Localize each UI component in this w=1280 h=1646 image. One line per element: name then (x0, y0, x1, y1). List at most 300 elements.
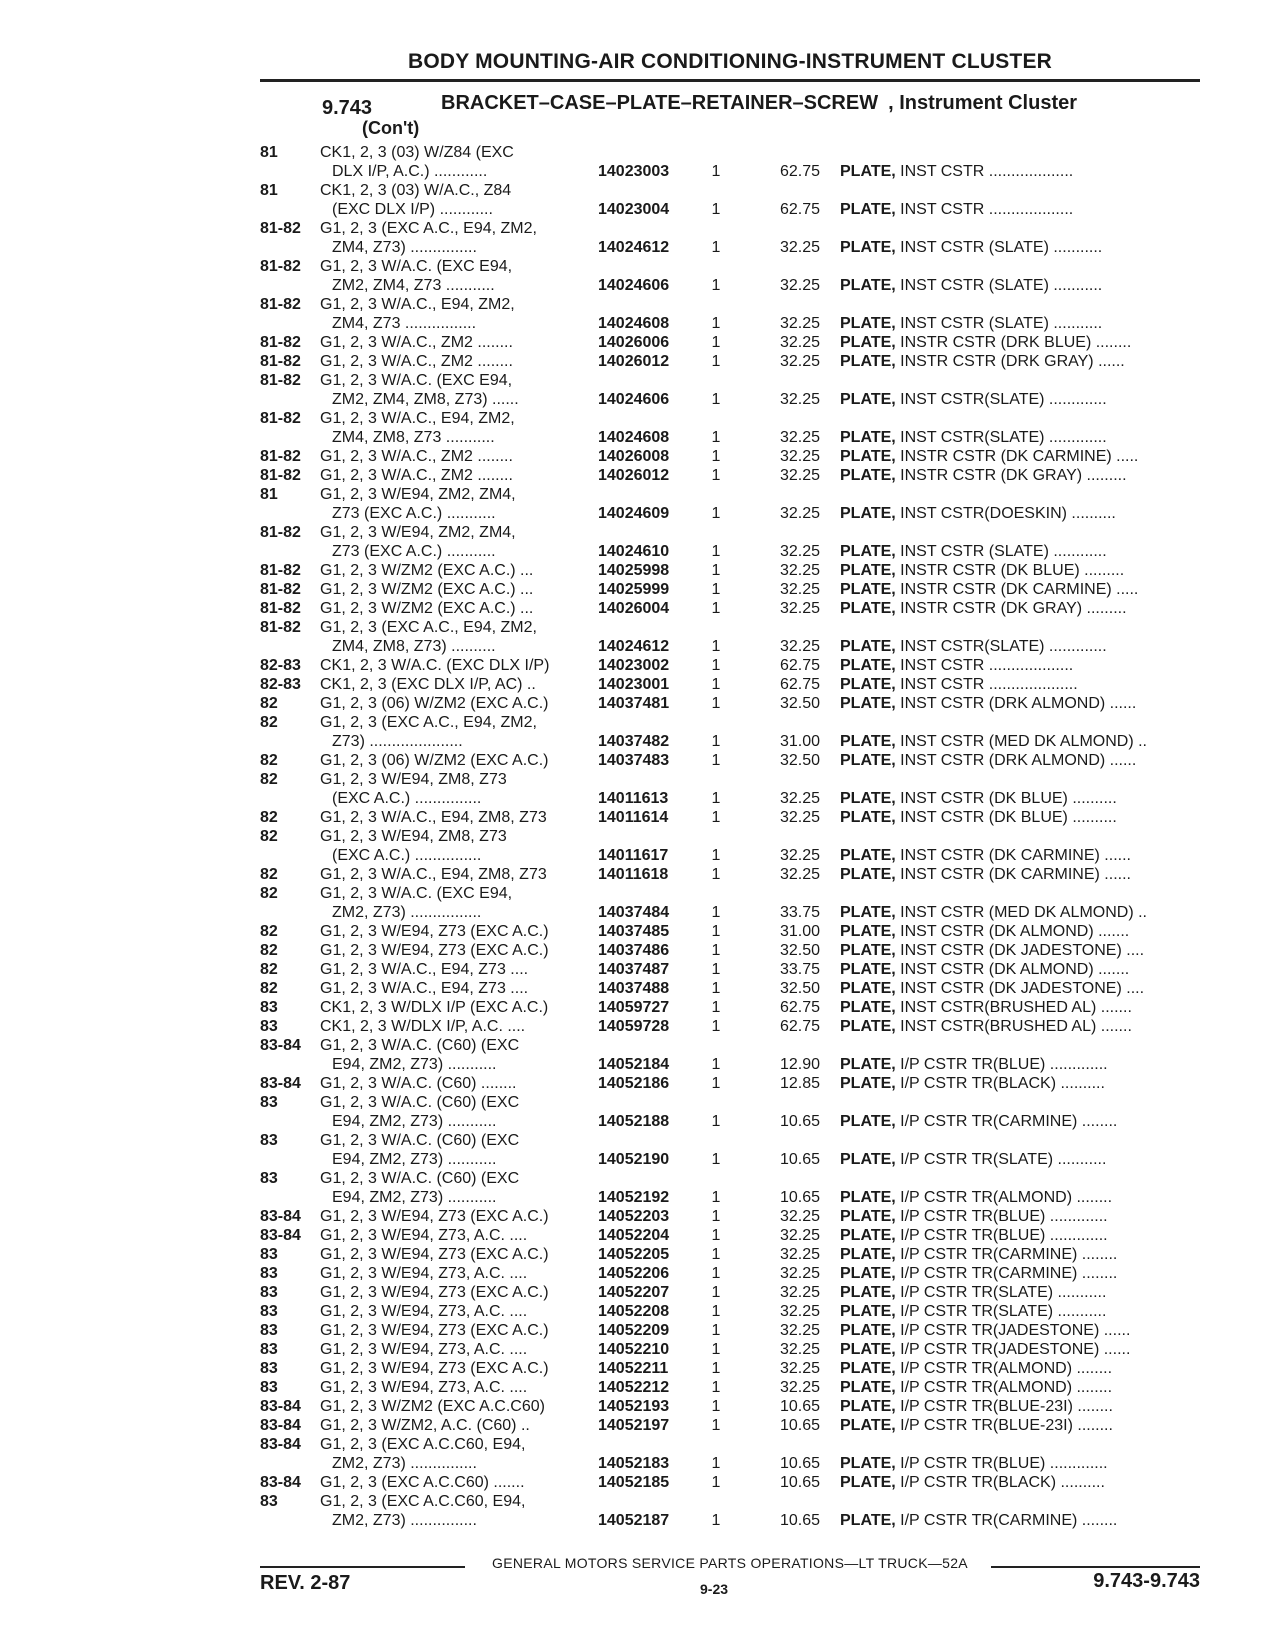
year-cell: 82 (260, 980, 278, 997)
price-cell: 33.75 (779, 961, 820, 978)
description-cont-cell: ZM4, Z73 ................ (332, 315, 477, 332)
table-row (0, 181, 1280, 219)
table-row (0, 675, 1280, 694)
price-cell: 32.25 (779, 1284, 820, 1301)
quantity-cell: 1 (711, 809, 721, 826)
table-row (0, 713, 1280, 751)
part-number-cell: 14011618 (598, 866, 669, 883)
part-name-bold: PLATE, (840, 1075, 896, 1092)
description-cell: CK1, 2, 3 W/A.C. (EXC DLX I/P) (320, 657, 550, 674)
part-number-cell: 14011617 (598, 847, 669, 864)
part-name-cell (840, 1150, 1106, 1169)
footer-rule-left (260, 1566, 465, 1568)
quantity-cell: 1 (711, 980, 721, 997)
part-name-rest: I/P CSTR TR(JADESTONE) ...... (895, 1322, 1131, 1339)
part-name-cell (840, 447, 1138, 466)
price-cell: 32.25 (779, 277, 820, 294)
table-row (0, 143, 1280, 181)
part-name-rest: INSTR CSTR (DK CARMINE) ..... (895, 448, 1139, 465)
revision-label: REV. 2-87 (260, 1572, 351, 1594)
price-cell: 32.25 (779, 391, 820, 408)
quantity-cell: 1 (711, 239, 721, 256)
description-cell: G1, 2, 3 W/E94, Z73, A.C. .... (320, 1379, 528, 1396)
quantity-cell: 1 (711, 1341, 721, 1358)
part-name-bold: PLATE, (840, 429, 896, 446)
part-number-cell: 14023003 (598, 163, 670, 180)
year-cell: 82 (260, 923, 278, 940)
table-row (0, 599, 1280, 618)
year-cell: 81-82 (260, 334, 301, 351)
part-name-cell (840, 428, 1107, 447)
part-name-cell (840, 865, 1131, 884)
part-name-bold: PLATE, (840, 315, 896, 332)
part-number-cell: 14025998 (598, 562, 670, 579)
part-name-bold: PLATE, (840, 600, 896, 617)
description-cell: G1, 2, 3 W/A.C., E94, Z73 .... (320, 961, 529, 978)
year-cell: 81-82 (260, 581, 301, 598)
table-row (0, 808, 1280, 827)
parts-table (0, 143, 1280, 1530)
table-row (0, 922, 1280, 941)
part-name-rest: INST CSTR (DK CARMINE) ...... (895, 847, 1131, 864)
year-cell: 81-82 (260, 619, 301, 636)
part-name-rest: INST CSTR(SLATE) ............. (895, 429, 1107, 446)
description-cell: G1, 2, 3 W/ZM2 (EXC A.C.) ... (320, 600, 534, 617)
description-cell: G1, 2, 3 W/A.C. (C60) ........ (320, 1075, 517, 1092)
quantity-cell: 1 (711, 353, 721, 370)
price-cell: 32.25 (779, 581, 820, 598)
part-number-cell: 14024606 (598, 391, 670, 408)
quantity-cell: 1 (711, 1474, 721, 1491)
part-name-rest: INSTR CSTR (DK CARMINE) ..... (895, 581, 1139, 598)
part-name-bold: PLATE, (840, 638, 896, 655)
table-row (0, 561, 1280, 580)
part-number-cell: 14052204 (598, 1227, 670, 1244)
table-row (0, 960, 1280, 979)
description-cell: G1, 2, 3 (EXC A.C., E94, ZM2, (320, 220, 537, 237)
part-name-bold: PLATE, (840, 1113, 896, 1130)
price-cell: 32.50 (779, 752, 820, 769)
description-cell: G1, 2, 3 W/A.C., E94, ZM8, Z73 (320, 809, 547, 826)
part-number-cell: 14026008 (598, 448, 670, 465)
part-name-bold: PLATE, (840, 562, 896, 579)
part-number-cell: 14037486 (598, 942, 670, 959)
year-cell: 82 (260, 752, 278, 769)
part-name-bold: PLATE, (840, 1227, 896, 1244)
part-name-rest: I/P CSTR TR(CARMINE) ........ (895, 1265, 1118, 1282)
part-name-cell (840, 1511, 1117, 1530)
part-name-bold: PLATE, (840, 980, 896, 997)
description-cell: G1, 2, 3 (EXC A.C., E94, ZM2, (320, 714, 537, 731)
part-name-cell (840, 808, 1117, 827)
year-cell: 81-82 (260, 467, 301, 484)
quantity-cell: 1 (711, 752, 721, 769)
description-cont-cell: Z73) ..................... (332, 733, 463, 750)
part-name-bold: PLATE, (840, 1265, 896, 1282)
part-name-bold: PLATE, (840, 391, 896, 408)
price-cell: 10.65 (779, 1398, 820, 1415)
part-name-bold: PLATE, (840, 1303, 896, 1320)
description-cont-cell: ZM4, Z73) ............... (332, 239, 477, 256)
part-number-cell: 14026006 (598, 334, 670, 351)
part-name-cell (840, 1207, 1108, 1226)
description-cont-cell: ZM2, ZM4, Z73 ........... (332, 277, 495, 294)
description-cell: CK1, 2, 3 (EXC DLX I/P, AC) .. (320, 676, 536, 693)
part-name-bold: PLATE, (840, 1455, 896, 1472)
description-cell: G1, 2, 3 W/ZM2 (EXC A.C.C60) (320, 1398, 545, 1415)
part-name-rest: I/P CSTR TR(ALMOND) ........ (895, 1379, 1113, 1396)
price-cell: 32.25 (779, 809, 820, 826)
table-row (0, 523, 1280, 561)
price-cell: 32.25 (779, 847, 820, 864)
description-cont-cell: ZM2, Z73) ................ (332, 904, 482, 921)
table-row (0, 1207, 1280, 1226)
price-cell: 62.75 (779, 676, 820, 693)
quantity-cell: 1 (711, 1379, 721, 1396)
part-name-rest: INSTR CSTR (DK GRAY) ......... (895, 467, 1127, 484)
price-cell: 32.25 (779, 866, 820, 883)
part-name-rest: I/P CSTR TR(BLACK) .......... (895, 1075, 1105, 1092)
part-name-rest: INSTR CSTR (DRK BLUE) ........ (895, 334, 1132, 351)
part-name-bold: PLATE, (840, 1322, 896, 1339)
quantity-cell: 1 (711, 695, 721, 712)
price-cell: 32.25 (779, 543, 820, 560)
table-row (0, 371, 1280, 409)
quantity-cell: 1 (711, 1227, 721, 1244)
description-cell: G1, 2, 3 W/A.C., ZM2 ........ (320, 353, 513, 370)
year-cell: 82 (260, 828, 278, 845)
part-name-bold: PLATE, (840, 676, 896, 693)
part-name-rest: INST CSTR(SLATE) ............. (895, 638, 1107, 655)
part-name-rest: INST CSTR(BRUSHED AL) ....... (895, 1018, 1132, 1035)
part-number-cell: 14052209 (598, 1322, 670, 1339)
price-cell: 10.65 (779, 1113, 820, 1130)
description-cont-cell: ZM2, ZM4, ZM8, Z73) ...... (332, 391, 519, 408)
part-name-rest: I/P CSTR TR(BLUE) ............. (895, 1056, 1108, 1073)
year-cell: 81-82 (260, 353, 301, 370)
part-number-cell: 14011614 (598, 809, 669, 826)
part-name-cell (840, 504, 1116, 523)
part-name-bold: PLATE, (840, 1417, 896, 1434)
table-row (0, 295, 1280, 333)
price-cell: 32.25 (779, 1360, 820, 1377)
part-name-bold: PLATE, (840, 1246, 896, 1263)
description-cont-cell: E94, ZM2, Z73) ........... (332, 1056, 497, 1073)
price-cell: 32.25 (779, 429, 820, 446)
year-cell: 83 (260, 1379, 278, 1396)
part-name-rest: INST CSTR (SLATE) ........... (895, 315, 1103, 332)
part-name-rest: INST CSTR (SLATE) ............ (895, 543, 1107, 560)
part-number-cell: 14023004 (598, 201, 670, 218)
part-name-bold: PLATE, (840, 1056, 896, 1073)
quantity-cell: 1 (711, 999, 721, 1016)
part-number-cell: 14023001 (598, 676, 670, 693)
quantity-cell: 1 (711, 448, 721, 465)
quantity-cell: 1 (711, 733, 721, 750)
year-cell: 83 (260, 1170, 278, 1187)
year-cell: 83 (260, 1493, 278, 1510)
table-row (0, 1321, 1280, 1340)
description-cell: G1, 2, 3 W/E94, ZM2, ZM4, (320, 486, 516, 503)
year-cell: 83 (260, 1303, 278, 1320)
part-name-rest: INST CSTR(SLATE) ............. (895, 391, 1107, 408)
table-row (0, 447, 1280, 466)
description-cell: G1, 2, 3 W/E94, Z73 (EXC A.C.) (320, 923, 549, 940)
table-row (0, 1074, 1280, 1093)
part-name-bold: PLATE, (840, 657, 896, 674)
part-name-cell (840, 1340, 1130, 1359)
section-caption: , Instrument Cluster (888, 92, 1078, 114)
description-cell: CK1, 2, 3 (03) W/A.C., Z84 (320, 182, 512, 199)
part-name-cell (840, 390, 1107, 409)
part-name-bold: PLATE, (840, 1360, 896, 1377)
quantity-cell: 1 (711, 1018, 721, 1035)
part-name-rest: I/P CSTR TR(ALMOND) ........ (895, 1189, 1113, 1206)
year-cell: 82 (260, 866, 278, 883)
description-cell: G1, 2, 3 W/A.C., E94, Z73 .... (320, 980, 529, 997)
description-cont-cell: ZM4, ZM8, Z73) .......... (332, 638, 496, 655)
table-row (0, 1435, 1280, 1473)
year-cell: 83 (260, 1265, 278, 1282)
table-row (0, 1302, 1280, 1321)
quantity-cell: 1 (711, 562, 721, 579)
quantity-cell: 1 (711, 1246, 721, 1263)
part-name-bold: PLATE, (840, 866, 896, 883)
year-cell: 82 (260, 714, 278, 731)
table-row (0, 466, 1280, 485)
price-cell: 32.25 (779, 790, 820, 807)
part-number-cell: 14052186 (598, 1075, 670, 1092)
description-cell: G1, 2, 3 W/E94, Z73 (EXC A.C.) (320, 942, 549, 959)
part-number-cell: 14024610 (598, 543, 670, 560)
part-number-cell: 14037482 (598, 733, 670, 750)
quantity-cell: 1 (711, 1512, 721, 1529)
part-number-cell: 14024608 (598, 429, 670, 446)
part-number-cell: 14052187 (598, 1512, 670, 1529)
part-name-bold: PLATE, (840, 201, 896, 218)
part-name-rest: I/P CSTR TR(CARMINE) ........ (895, 1246, 1118, 1263)
part-name-bold: PLATE, (840, 505, 896, 522)
description-cell: G1, 2, 3 W/E94, Z73 (EXC A.C.) (320, 1360, 549, 1377)
description-cell: G1, 2, 3 W/A.C., ZM2 ........ (320, 467, 513, 484)
year-cell: 81 (260, 144, 278, 161)
part-name-rest: I/P CSTR TR(JADESTONE) ...... (895, 1341, 1131, 1358)
part-name-cell (840, 979, 1144, 998)
quantity-cell: 1 (711, 847, 721, 864)
description-cont-cell: (EXC A.C.) ............... (332, 847, 482, 864)
quantity-cell: 1 (711, 1455, 721, 1472)
section-continued: (Con't) (362, 118, 420, 138)
description-cont-cell: E94, ZM2, Z73) ........... (332, 1151, 497, 1168)
description-cell: G1, 2, 3 W/A.C., ZM2 ........ (320, 448, 513, 465)
table-row (0, 1283, 1280, 1302)
table-row (0, 580, 1280, 599)
description-cell: G1, 2, 3 W/A.C. (C60) (EXC (320, 1094, 520, 1111)
year-cell: 83-84 (260, 1037, 301, 1054)
part-number-cell: 14026012 (598, 353, 670, 370)
price-cell: 62.75 (779, 201, 820, 218)
description-cont-cell: E94, ZM2, Z73) ........... (332, 1189, 497, 1206)
description-cell: G1, 2, 3 W/E94, Z73, A.C. .... (320, 1227, 528, 1244)
part-name-cell (840, 960, 1129, 979)
price-cell: 10.65 (779, 1417, 820, 1434)
price-cell: 10.65 (779, 1189, 820, 1206)
description-cell: G1, 2, 3 W/ZM2, A.C. (C60) .. (320, 1417, 530, 1434)
table-row (0, 865, 1280, 884)
quantity-cell: 1 (711, 1151, 721, 1168)
part-name-bold: PLATE, (840, 1379, 896, 1396)
table-row (0, 1492, 1280, 1530)
description-cell: G1, 2, 3 (EXC A.C.C60, E94, (320, 1436, 526, 1453)
part-name-rest: INST CSTR (DRK ALMOND) ...... (895, 695, 1137, 712)
part-name-bold: PLATE, (840, 904, 896, 921)
description-cont-cell: (EXC DLX I/P) ............ (332, 201, 493, 218)
table-row (0, 1264, 1280, 1283)
part-name-bold: PLATE, (840, 277, 896, 294)
part-name-cell (840, 922, 1129, 941)
quantity-cell: 1 (711, 334, 721, 351)
part-name-bold: PLATE, (840, 999, 896, 1016)
year-cell: 81-82 (260, 410, 301, 427)
description-cell: CK1, 2, 3 (03) W/Z84 (EXC (320, 144, 514, 161)
part-name-bold: PLATE, (840, 809, 896, 826)
part-name-rest: INST CSTR (MED DK ALMOND) .. (895, 904, 1147, 921)
year-cell: 82 (260, 695, 278, 712)
description-cell: G1, 2, 3 W/A.C., ZM2 ........ (320, 334, 513, 351)
description-cell: G1, 2, 3 W/E94, Z73 (EXC A.C.) (320, 1322, 549, 1339)
description-cell: G1, 2, 3 (EXC A.C.C60) ....... (320, 1474, 525, 1491)
page-title: BODY MOUNTING-AIR CONDITIONING-INSTRUMENT CLUSTER (407, 50, 1053, 73)
part-name-rest: INST CSTR .................... (895, 676, 1078, 693)
table-row (0, 1416, 1280, 1435)
price-cell: 32.25 (779, 1265, 820, 1282)
description-cont-cell: E94, ZM2, Z73) ........... (332, 1113, 497, 1130)
part-name-bold: PLATE, (840, 1474, 896, 1491)
price-cell: 10.65 (779, 1512, 820, 1529)
price-cell: 12.85 (779, 1075, 820, 1092)
quantity-cell: 1 (711, 866, 721, 883)
section-range: 9.743-9.743 (1093, 1570, 1200, 1592)
price-cell: 32.25 (779, 334, 820, 351)
year-cell: 83 (260, 999, 278, 1016)
quantity-cell: 1 (711, 638, 721, 655)
page-number: 9-23 (700, 1581, 729, 1597)
description-cont-cell: DLX I/P, A.C.) ............ (332, 163, 488, 180)
quantity-cell: 1 (711, 676, 721, 693)
part-name-cell (840, 998, 1132, 1017)
price-cell: 32.25 (779, 1379, 820, 1396)
price-cell: 32.25 (779, 1208, 820, 1225)
part-name-cell (840, 1074, 1105, 1093)
price-cell: 62.75 (779, 657, 820, 674)
table-row (0, 1340, 1280, 1359)
description-cont-cell: (EXC A.C.) ............... (332, 790, 482, 807)
price-cell: 32.50 (779, 695, 820, 712)
description-cell: G1, 2, 3 W/A.C. (C60) (EXC (320, 1170, 520, 1187)
description-cell: G1, 2, 3 W/E94, ZM8, Z73 (320, 828, 507, 845)
part-number-cell: 14024612 (598, 638, 670, 655)
price-cell: 32.25 (779, 638, 820, 655)
table-row (0, 770, 1280, 808)
part-name-rest: I/P CSTR TR(CARMINE) ........ (895, 1512, 1118, 1529)
part-name-rest: I/P CSTR TR(SLATE) ........... (895, 1303, 1107, 1320)
part-number-cell: 14059728 (598, 1018, 670, 1035)
price-cell: 32.50 (779, 980, 820, 997)
year-cell: 81-82 (260, 258, 301, 275)
part-name-cell (840, 352, 1125, 371)
part-number-cell: 14024606 (598, 277, 670, 294)
part-name-bold: PLATE, (840, 1151, 896, 1168)
year-cell: 81-82 (260, 600, 301, 617)
part-name-bold: PLATE, (840, 353, 896, 370)
quantity-cell: 1 (711, 1303, 721, 1320)
description-cell: G1, 2, 3 W/ZM2 (EXC A.C.) ... (320, 581, 534, 598)
table-row (0, 979, 1280, 998)
part-name-cell (840, 466, 1127, 485)
part-name-rest: I/P CSTR TR(BLUE) ............. (895, 1227, 1108, 1244)
year-cell: 83 (260, 1322, 278, 1339)
price-cell: 32.25 (779, 1227, 820, 1244)
part-name-cell (840, 1321, 1130, 1340)
price-cell: 32.25 (779, 1303, 820, 1320)
part-name-rest: I/P CSTR TR(BLUE) ............. (895, 1208, 1108, 1225)
table-row (0, 1093, 1280, 1131)
description-cell: G1, 2, 3 W/ZM2 (EXC A.C.) ... (320, 562, 534, 579)
description-cell: G1, 2, 3 W/A.C., E94, ZM8, Z73 (320, 866, 547, 883)
part-name-rest: I/P CSTR TR(ALMOND) ........ (895, 1360, 1113, 1377)
quantity-cell: 1 (711, 942, 721, 959)
year-cell: 81-82 (260, 220, 301, 237)
part-name-bold: PLATE, (840, 448, 896, 465)
part-name-rest: I/P CSTR TR(SLATE) ........... (895, 1284, 1107, 1301)
part-number-cell: 14052207 (598, 1284, 670, 1301)
part-name-cell (840, 1397, 1113, 1416)
part-number-cell: 14052197 (598, 1417, 670, 1434)
year-cell: 83 (260, 1246, 278, 1263)
part-name-bold: PLATE, (840, 942, 896, 959)
price-cell: 32.25 (779, 1246, 820, 1263)
price-cell: 33.75 (779, 904, 820, 921)
description-cell: G1, 2, 3 W/E94, Z73 (EXC A.C.) (320, 1246, 549, 1263)
part-name-cell (840, 1264, 1117, 1283)
table-row (0, 656, 1280, 675)
price-cell: 32.25 (779, 505, 820, 522)
quantity-cell: 1 (711, 1265, 721, 1282)
part-name-cell (840, 789, 1117, 808)
description-cell: G1, 2, 3 W/E94, ZM2, ZM4, (320, 524, 516, 541)
table-row (0, 1131, 1280, 1169)
quantity-cell: 1 (711, 600, 721, 617)
part-name-cell (840, 1473, 1105, 1492)
year-cell: 82 (260, 809, 278, 826)
part-name-rest: INST CSTR (DK ALMOND) ....... (895, 923, 1130, 940)
description-cell: G1, 2, 3 (EXC A.C.C60, E94, (320, 1493, 526, 1510)
description-cell: G1, 2, 3 W/E94, ZM8, Z73 (320, 771, 507, 788)
quantity-cell: 1 (711, 657, 721, 674)
part-number-cell: 14052188 (598, 1113, 670, 1130)
table-row (0, 1473, 1280, 1492)
description-cell: G1, 2, 3 W/A.C. (EXC E94, (320, 258, 513, 275)
description-cont-cell: ZM4, ZM8, Z73 ........... (332, 429, 495, 446)
part-name-bold: PLATE, (840, 163, 896, 180)
quantity-cell: 1 (711, 505, 721, 522)
price-cell: 12.90 (779, 1056, 820, 1073)
part-name-rest: INST CSTR ................... (895, 657, 1074, 674)
part-number-cell: 14037485 (598, 923, 670, 940)
year-cell: 82 (260, 942, 278, 959)
quantity-cell: 1 (711, 1360, 721, 1377)
part-name-cell (840, 1188, 1112, 1207)
